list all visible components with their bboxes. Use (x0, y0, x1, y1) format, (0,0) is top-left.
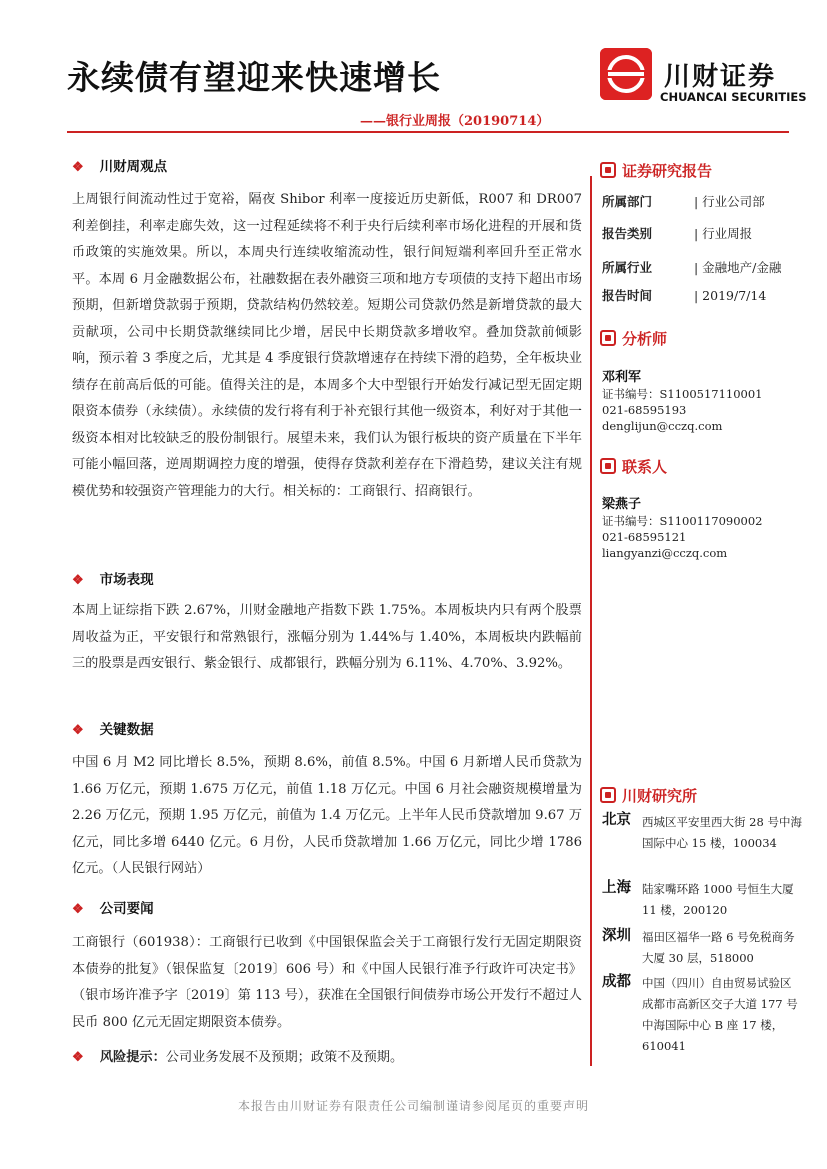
brand-name-en: CHUANCAI SECURITIES (660, 90, 807, 104)
office-address-shenzhen: 福田区福华一路 6 号免税商务大厦 30 层，518000 (642, 930, 795, 965)
analyst-name: 邓利军 (602, 370, 642, 385)
section-body-data: 中国 6 月 M2 同比增长 8.5%，预期 8.6%，前值 8.5%。中国 6 月新增人民币贷款为 1.66 万亿元，预期 1.675 万亿元，前值 1.18 万亿元。中国 6 月社会融资规模增量为 2.26 万亿元，预期 1.95 万亿元，前值为 1.4 万亿元。上半年人民币贷款增加 9.67 万亿元，同比多增 6440 亿元。6 月份，人民币贷款增加 1.66 万亿元，同比少增 1786 亿元。（人民银行网站） (72, 755, 582, 876)
meta-report-date: 报告时间 | 2019/7/14 (602, 288, 767, 303)
office-address-shanghai: 陆家嘴环路 1000 号恒生大厦 11 楼，200120 (642, 882, 794, 917)
square-bullet-icon (600, 162, 616, 178)
diamond-bullet-icon: ❖ (72, 902, 84, 917)
institute-heading: 川财研究所 (600, 785, 697, 806)
meta-report-category: 报告类别 | 行业周报 (602, 226, 753, 241)
sidebar-divider (590, 176, 592, 1066)
section-body-news: 工商银行（601938）：工商银行已收到《中国银保监会关于工商银行发行无固定期限资本债券的批复》（银保监复〔2019〕606 号）和《中国人民银行准予行政许可决定书》（银市场许准予字〔2019〕第 113 号），获准在全国银行间债券市场公开发行不超过人民币 800 亿元无固定期限资本债券。 (72, 935, 582, 1030)
analyst-email[interactable]: denglijun@cczq.com (602, 419, 723, 433)
section-body-view: 上周银行间流动性过于宽裕，隔夜 Shibor 利率一度接近历史新低，R007 和 DR007 利差倒挂，利率走廊失效，这一过程延续将不利于央行后续利率市场化进程的开展和货币政策的实施效果。所以，本周央行连续收缩流动性，银行间短端利率回升至正常水平。本周 6 月金融数据公布，社融数据在表外融资三项和地方专项债的支持下超出市场预期，但新增贷款弱于预期，贷款结构仍然较差。短期公司贷款仍然是新增贷款的最大贡献项，公司中长期贷款继续同比少增，居民中长期贷款多增收窄。叠加贷款前倾影响，预示着 3 季度之后，尤其是 4 季度银行贷款增速存在持续下滑的趋势，全年板块业绩存在前高后低的可能。值得关注的是，本周多个大中型银行开始发行减记型无固定期限资本债券（永续债）。永续债的发行将有利于补充银行其他一级资本，利好对于其他一级资本相对比较缺乏的股份制银行。展望未来，我们认为银行板块的资产质量在下半年可能小幅回落，逆周期调控力度的增强，使得存贷款利差存在下滑趋势，建议关注有规模优势和较强资产管理能力的大行。相关标的：工商银行、招商银行。 (72, 192, 582, 499)
square-bullet-icon (600, 330, 616, 346)
section-heading-news: ❖ 公司要闻 (72, 901, 154, 917)
contact-email[interactable]: liangyanzi@cczq.com (602, 546, 728, 560)
section-heading-view: ❖ 川财周观点 (72, 159, 168, 175)
office-address-beijing: 西城区平安里西大街 28 号中海国际中心 15 楼，100034 (642, 815, 802, 850)
analyst-info: 证书编号：S1100517110001 021-68595193 denglijun@cczq.com (602, 386, 802, 434)
header-divider (67, 131, 789, 133)
office-city-chengdu: 成都 (602, 973, 631, 990)
risk-warning: ❖ 风险提示：公司业务发展不及预期；政策不及预期。 (72, 1050, 404, 1065)
report-subtitle: ——银行业周报（20190714） (360, 114, 550, 129)
diamond-bullet-icon: ❖ (72, 573, 84, 588)
analyst-heading: 分析师 (600, 328, 667, 349)
meta-department: 所属部门 | 行业公司部 (602, 194, 765, 209)
office-address-chengdu: 中国（四川）自由贸易试验区成都市高新区交子大道 177 号中海国际中心 B 座 17 楼，610041 (642, 976, 798, 1053)
brand-name: 川财证券 (664, 62, 777, 92)
office-city-beijing: 北京 (602, 811, 631, 828)
footer-disclaimer: 本报告由川财证券有限责任公司编制谨请参阅尾页的重要声明 (237, 1099, 589, 1113)
square-bullet-icon (600, 787, 616, 803)
section-heading-market: ❖ 市场表现 (72, 572, 154, 588)
contact-heading: 联系人 (600, 456, 667, 477)
square-bullet-icon (600, 458, 616, 474)
brand-logo-icon (600, 48, 652, 100)
diamond-bullet-icon: ❖ (72, 160, 84, 175)
diamond-bullet-icon: ❖ (72, 723, 84, 738)
report-type-heading: 证券研究报告 (600, 160, 712, 181)
meta-industry: 所属行业 | 金融地产/金融 (602, 260, 782, 275)
office-city-shanghai: 上海 (602, 879, 631, 896)
office-city-shenzhen: 深圳 (602, 927, 631, 944)
contact-info: 证书编号：S1100117090002 021-68595121 liangyanzi@cczq.com (602, 513, 802, 561)
page-title: 永续债有望迎来快速增长 (67, 58, 441, 97)
section-body-market: 本周上证综指下跌 2.67%，川财金融地产指数下跌 1.75%。本周板块内只有两个股票周收益为正，平安银行和常熟银行，涨幅分别为 1.44%与 1.40%，本周板块内跌幅前三的股票是西安银行、紫金银行、成都银行，跌幅分别为 6.11%、4.70%、3.92%。 (72, 603, 582, 671)
section-heading-data: ❖ 关键数据 (72, 722, 154, 738)
diamond-bullet-icon: ❖ (72, 1050, 84, 1065)
contact-name: 梁燕子 (602, 497, 642, 512)
